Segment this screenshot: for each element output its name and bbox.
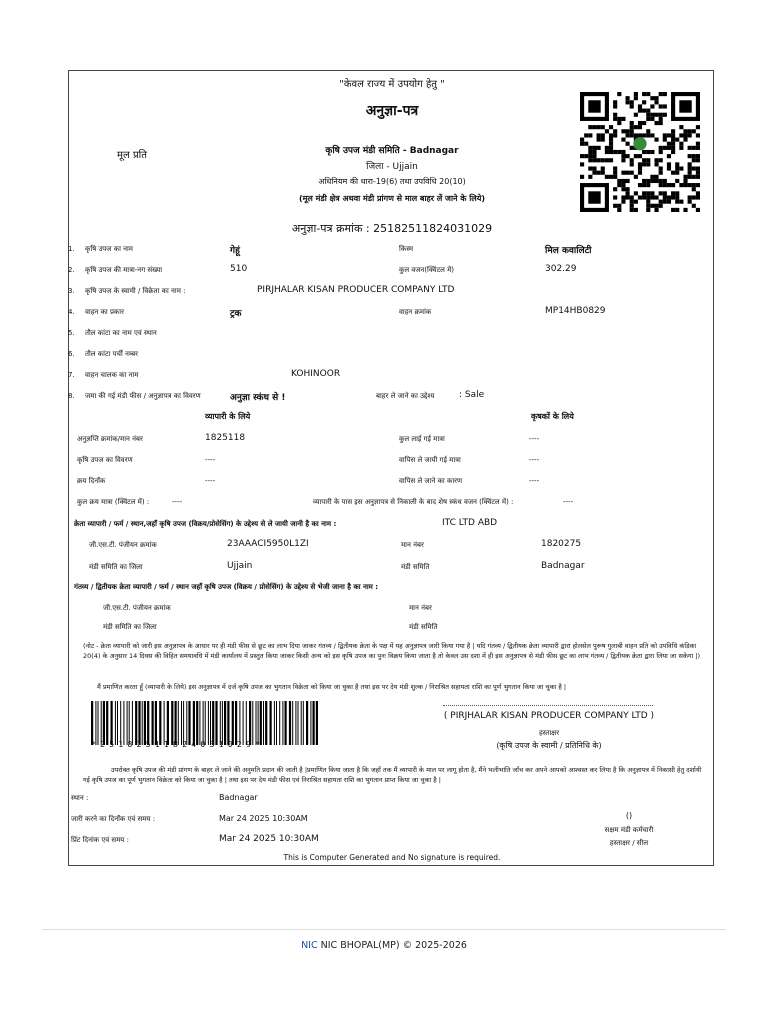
buyer-district-label: मंडी समिति का जिला — [89, 563, 143, 571]
district-name: जिला - Ujjain — [366, 162, 418, 172]
print-date-label: प्रिंट दिनांक एवं समय : — [71, 836, 129, 844]
row-number: 1. — [68, 245, 75, 253]
row-value-secondary: : Sale — [459, 390, 485, 400]
row-number: 4. — [68, 308, 75, 316]
row-value: KOHINOOR — [291, 369, 341, 379]
secondary-gst-label: जी.एस.टी. पंजीयन क्रमांक — [103, 604, 171, 612]
balance-label: व्यापारी के पास इस अनुज्ञापत्र से निकाली के बाद शेष स्कंध वजन (क्विंटल में) : — [313, 498, 514, 506]
row-label-secondary: किस्म — [399, 245, 414, 253]
permit-label: अनुज्ञप्ति क्रमांक/मान नंबर — [77, 435, 143, 443]
footer-divider — [42, 929, 726, 930]
page-title: अनुज्ञा-पत्र — [365, 103, 419, 119]
owner-sign-label: हस्ताक्षर — [538, 729, 560, 737]
permit-document — [68, 70, 714, 866]
buyer-maan-label: मान नंबर — [401, 541, 424, 549]
row-label: तौल कांटा पर्ची नम्बर — [85, 350, 139, 358]
secondary-heading: गंतव्य / द्वितीयक क्रेता व्यापारी / फर्म / स्थान जहाँ कृषि उपज (विक्रय / प्रोसेसिंग) के उद्देश्य से भेजी जाना है का नाम : — [74, 583, 379, 591]
permit-number: अनुज्ञा-पत्र क्रमांक : 25182511824031029 — [291, 222, 493, 235]
row-value-secondary: मिल कवालिटी — [545, 246, 592, 256]
buyer-district-value: Ujjain — [227, 561, 253, 571]
returned-value: ---- — [529, 456, 540, 464]
return-reason-label: वापिस ले जाने का कारण — [399, 477, 463, 485]
computer-generated-note: This is Computer Generated and No signature is required. — [283, 853, 501, 862]
fee-exemption-note: (नोट - क्रेता व्यापारी को जारी इस अनुज्ञापत्र के आधार पर ही मंडी फीस से छूट का लाभ दिया जाकर गंतव्य / द्वितीयक क्रेता के पक्ष में यह अनुज्ञापत्र जारी किया गया है | यदि गंतव्य / द्वितीयक क्रेता व्यापारी द्वारा होलसेल पुरूष गुलाबी वाहन प्रति को उपविधि कंडिका 20(4) के अनुसार 14 दिवस की विहित समयावधि में मंडी कार्यालय में प्रस्तुत किया जाकर किसी अन्य को इस कृषि उपज का पुनः विक्रय किया जाता है तो केवल उस दशा में ही इस अनुज्ञापत्र से मंडी फीस छूट का लाभ गंतव्य / द्वितीयक क्रेता द्वारा लिया जा सकेगा |) — [83, 642, 701, 660]
row-label: वाहन चालक का नाम — [85, 371, 139, 379]
secondary-maan-label: मान नंबर — [409, 604, 432, 612]
row-number: 2. — [68, 266, 75, 274]
balance-value: ---- — [563, 498, 574, 506]
act-reference: अधिनियम की धारा-19(6) तथा उपविधि 20(10) — [318, 177, 466, 186]
place-value: Badnagar — [219, 793, 258, 802]
total-qty-value: ---- — [529, 435, 540, 443]
payment-declaration: मैं प्रमाणित करता हूँ (व्यापारी के लिये) इस अनुज्ञापत्र में दर्ज कृषि उपज का भुगतान विक्रेता को किया जा चुका है तथा इस पर देय मंडी शुल्क / निराश्रित सहायता राशि का पूर्ण भुगतान किया जा चुका है | — [97, 683, 567, 691]
secondary-committee-label: मंडी समिति — [409, 623, 438, 631]
row-number: 5. — [68, 329, 75, 337]
row-value: गेहूं — [230, 246, 240, 256]
row-number: 7. — [68, 371, 75, 379]
purchase-date-label: क्रय दिनाँक — [77, 477, 106, 485]
secondary-district-label: मंडी समिति का जिला — [103, 623, 157, 631]
issue-date-value: Mar 24 2025 10:30AM — [219, 814, 308, 823]
committee-name: कृषि उपज मंडी समिति - Badnagar — [325, 146, 459, 156]
original-copy-label: मूल प्रति — [117, 150, 147, 161]
barcode-number: *25182511824031029* — [91, 740, 265, 749]
total-qty-label: कुल लाई गई मात्रा — [399, 435, 445, 443]
buyer-gst-value: 23AAACI5950L1ZI — [227, 539, 309, 549]
permit-value: 1825118 — [205, 433, 246, 443]
row-label-secondary: बाहर ले जाने का उद्देश्य — [376, 392, 435, 400]
buyer-heading: क्रेता व्यापारी / फर्म / स्थान,जहाँ कृषि उपज (विक्रय/प्रोसेसिंग) के उद्देश्य से ले जायी जानी है का नाम : — [74, 520, 337, 528]
buyer-committee-value: Badnagar — [541, 561, 585, 571]
row-number: 6. — [68, 350, 75, 358]
buyer-name: ITC LTD ABD — [442, 518, 498, 528]
official-sign-label: हस्ताक्षर / सील — [609, 839, 649, 847]
issue-date-label: जारी करने का दिनाँक एवं समय : — [71, 815, 156, 823]
produce-desc-value: ---- — [205, 456, 216, 464]
nic-link[interactable]: NIC — [301, 940, 318, 951]
row-label: वाहन का प्रकार — [85, 308, 124, 316]
return-reason-value: ---- — [529, 477, 540, 485]
state-use-text: "केवल राज्य में उपयोग हेतु " — [339, 79, 445, 90]
buyer-gst-label: जी.एस.टी. पंजीयन क्रमांक — [89, 541, 157, 549]
owner-name: ( PIRJHALAR KISAN PRODUCER COMPANY LTD ) — [443, 711, 655, 721]
row-number: 8. — [68, 392, 75, 400]
row-value: अनुज्ञा स्कंध से ! — [230, 393, 286, 403]
row-label: कृषि उपज का नाम — [85, 245, 133, 253]
row-number: 3. — [68, 287, 75, 295]
purpose-text: (मूल मंडी क्षेत्र अथवा मंडी प्रांगण से माल बाहर लें जाने के लिये) — [298, 194, 486, 203]
place-label: स्थान : — [71, 794, 89, 802]
row-label: कृषि उपज की मात्रा-नग संख्या — [85, 266, 163, 274]
returned-label: वापिस ले जायी गई मात्रा — [399, 456, 461, 464]
print-date-value: Mar 24 2025 10:30AM — [219, 834, 319, 844]
certificate-text: उपरोक्त कृषि उपज की मंडी प्रांगण के बाहर ले जाने की अनुमति प्रदान की जाती है |प्रमाणित किया जाता है कि जहाँ तक मैं व्यापारी के माल पर लागू होता है, मैंने भलीभांति जाँच कर अपने आपको आश्वस्त कर लिया है कि अनुज्ञापत्र में निकासी हेतु दर्शायी गई कृषि उपज का पूर्ण भुगतान विक्रेता को किया जा चुका है | तथा इस पर देय मंडी फीस एवं निराश्रित सहायता राशि का भुगतान प्राप्त किया जा चुका है | — [83, 766, 702, 784]
official-name: () — [625, 811, 633, 820]
footer-text: NIC BHOPAL(MP) © 2025-2026 — [320, 940, 467, 951]
purchase-date-value: ---- — [205, 477, 216, 485]
signature-line — [443, 705, 653, 706]
page-footer — [0, 940, 768, 951]
row-value-secondary: 302.29 — [545, 264, 577, 274]
official-role: सक्षम मंडी कर्मचारी — [604, 826, 654, 834]
owner-role: (कृषि उपज के स्वामी / प्रतिनिधि के) — [496, 741, 602, 750]
produce-desc-label: कृषि उपज का विवरण — [77, 456, 133, 464]
total-purchase-label: कुल क्रय मात्रा (क्विंटल में) : — [77, 498, 150, 506]
buyer-maan-value: 1820275 — [541, 539, 582, 549]
row-label: तौल कांटा का नाम एवं स्थान — [85, 329, 157, 337]
row-value-secondary: MP14HB0829 — [545, 306, 606, 316]
row-label: जमा की गई मंडी फीस / अनुज्ञापत्र का विवरण — [85, 392, 201, 400]
farmer-heading: कृषकों के लिये — [531, 412, 574, 421]
total-purchase-value: ---- — [172, 498, 183, 506]
row-label-secondary: कुल वजन(क्विंटल में) — [399, 266, 454, 274]
row-value: ट्रक — [230, 309, 242, 319]
qr-code — [580, 92, 700, 212]
row-value: PIRJHALAR KISAN PRODUCER COMPANY LTD — [257, 285, 455, 295]
trader-heading: व्यापारी के लिये — [205, 412, 251, 421]
row-value: 510 — [230, 264, 248, 274]
row-label: कृषि उपज के स्वामी / विक्रेता का नाम : — [85, 287, 186, 295]
barcode — [91, 701, 321, 745]
row-label-secondary: वाहन क्रमांक — [399, 308, 432, 316]
buyer-committee-label: मंडी समिति — [401, 563, 430, 571]
